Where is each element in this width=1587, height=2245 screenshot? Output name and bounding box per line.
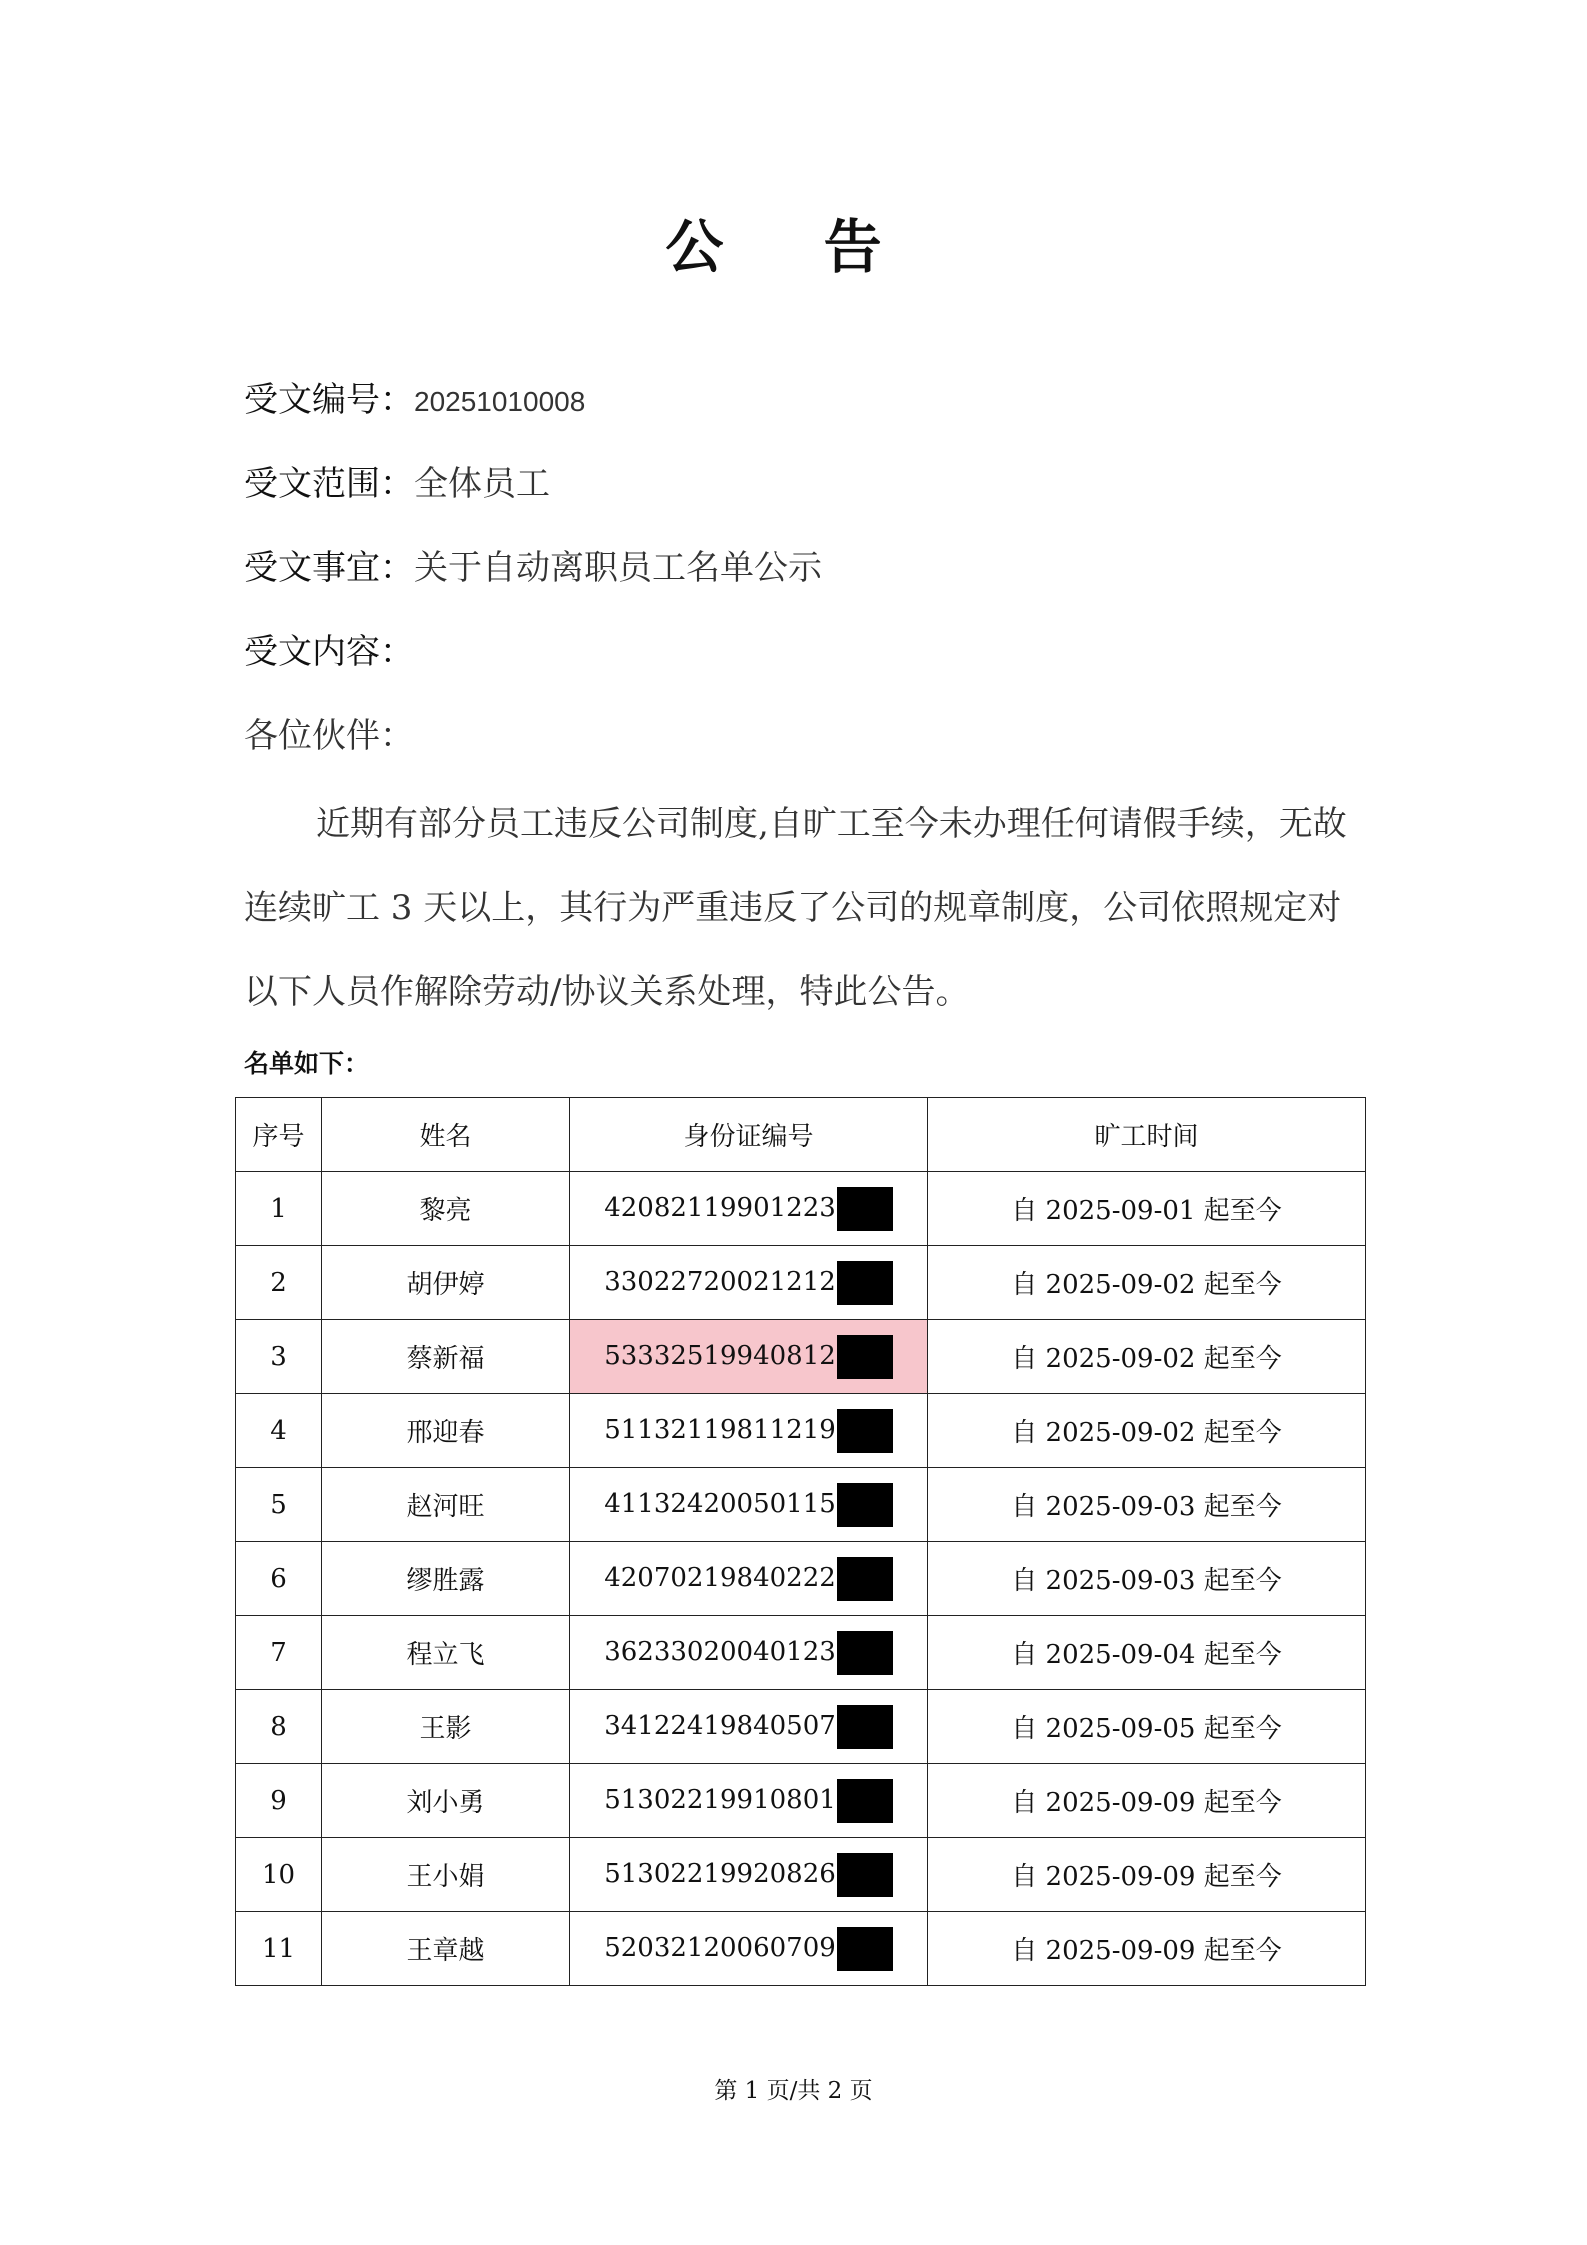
meta-content [244,632,414,672]
cell-seq: 6 [236,1542,322,1616]
cell-seq: 10 [236,1838,322,1912]
redaction-block [837,1779,893,1823]
redaction-block [837,1409,893,1453]
cell-id [570,1246,928,1320]
cell-date: 自 2025-09-09 起至今 [928,1912,1366,1986]
cell-id [570,1912,928,1986]
redaction-block [837,1335,893,1379]
cell-seq: 9 [236,1764,322,1838]
meta-label: 受文事宜： [244,548,414,588]
cell-date: 自 2025-09-09 起至今 [928,1838,1366,1912]
list-title: 名单如下： [244,1049,370,1078]
cell-id [570,1320,928,1394]
redaction-block [837,1705,893,1749]
cell-id [570,1172,928,1246]
cell-name: 王小娟 [322,1838,570,1912]
cell-name: 程立飞 [322,1616,570,1690]
cell-date: 自 2025-09-02 起至今 [928,1246,1366,1320]
cell-seq: 8 [236,1690,322,1764]
id-number: 36233020040123 [604,1636,836,1667]
table-row [236,1468,1366,1542]
cell-name: 王影 [322,1690,570,1764]
cell-id [570,1542,928,1616]
table-row [236,1246,1366,1320]
cell-id [570,1690,928,1764]
redaction-block [837,1261,893,1305]
meta-value: 关于自动离职员工名单公示 [414,548,822,588]
cell-date: 自 2025-09-02 起至今 [928,1320,1366,1394]
cell-id [570,1468,928,1542]
cell-id [570,1616,928,1690]
header-name: 姓名 [322,1098,570,1172]
redaction-block [837,1853,893,1897]
meta-label: 受文内容： [244,632,414,672]
cell-name: 胡伊婷 [322,1246,570,1320]
cell-date: 自 2025-09-01 起至今 [928,1172,1366,1246]
redaction-block [837,1631,893,1675]
meta-subject [244,548,822,588]
body-paragraph [244,782,1359,1034]
cell-name: 王章越 [322,1912,570,1986]
table-row [236,1172,1366,1246]
id-number: 51302219920826 [604,1858,836,1889]
cell-date: 自 2025-09-03 起至今 [928,1468,1366,1542]
id-number: 52032120060709 [604,1932,836,1963]
cell-name: 刘小勇 [322,1764,570,1838]
header-id: 身份证编号 [570,1098,928,1172]
id-number: 34122419840507 [604,1710,836,1741]
id-number: 33022720021212 [604,1266,836,1297]
header-date: 旷工时间 [928,1098,1366,1172]
cell-date: 自 2025-09-04 起至今 [928,1616,1366,1690]
page-footer: 第 1 页/共 2 页 [714,2078,873,2104]
table-row [236,1542,1366,1616]
meta-doc-number [244,380,585,422]
cell-date: 自 2025-09-03 起至今 [928,1542,1366,1616]
id-number: 51132119811219 [604,1414,836,1445]
cell-name: 邢迎春 [322,1394,570,1468]
redaction-block [837,1187,893,1231]
absentee-table [235,1097,1366,1986]
cell-date: 自 2025-09-02 起至今 [928,1394,1366,1468]
salutation [244,716,414,756]
table-row [236,1838,1366,1912]
id-number: 42070219840222 [604,1562,836,1593]
table-row [236,1764,1366,1838]
cell-name: 黎亮 [322,1172,570,1246]
page-title: 公 告 [665,213,922,281]
cell-seq: 7 [236,1616,322,1690]
cell-name: 蔡新福 [322,1320,570,1394]
cell-seq: 3 [236,1320,322,1394]
table-row [236,1912,1366,1986]
cell-id [570,1838,928,1912]
cell-seq: 11 [236,1912,322,1986]
cell-id [570,1764,928,1838]
cell-name: 赵河旺 [322,1468,570,1542]
cell-date: 自 2025-09-09 起至今 [928,1764,1366,1838]
cell-name: 缪胜露 [322,1542,570,1616]
id-number: 53332519940812 [604,1340,836,1371]
id-number: 41132420050115 [604,1488,836,1519]
cell-id [570,1394,928,1468]
cell-seq: 5 [236,1468,322,1542]
table-row [236,1690,1366,1764]
meta-scope [244,464,550,504]
table-row [236,1320,1366,1394]
meta-value: 全体员工 [414,464,550,504]
table-row [236,1394,1366,1468]
table-header-row [236,1098,1366,1172]
id-number: 42082119901223 [604,1192,836,1223]
cell-seq: 1 [236,1172,322,1246]
table-body [236,1172,1366,1986]
id-number: 51302219910801 [604,1784,836,1815]
cell-seq: 2 [236,1246,322,1320]
redaction-block [837,1927,893,1971]
table-row [236,1616,1366,1690]
header-seq: 序号 [236,1098,322,1172]
salutation-text: 各位伙伴： [244,716,414,756]
meta-label: 受文范围： [244,464,414,504]
body-text: 近期有部分员工违反公司制度,自旷工至今未办理任何请假手续，无故连续旷工 3 天以上，其行为严重违反了公司的规章制度，公司依照规定对以下人员作解除劳动/协议关系处理，特此公告。 [244,804,1347,1012]
redaction-block [837,1557,893,1601]
meta-label: 受文编号： [244,380,414,420]
cell-seq: 4 [236,1394,322,1468]
cell-date: 自 2025-09-05 起至今 [928,1690,1366,1764]
meta-value: 20251010008 [414,386,586,417]
redaction-block [837,1483,893,1527]
